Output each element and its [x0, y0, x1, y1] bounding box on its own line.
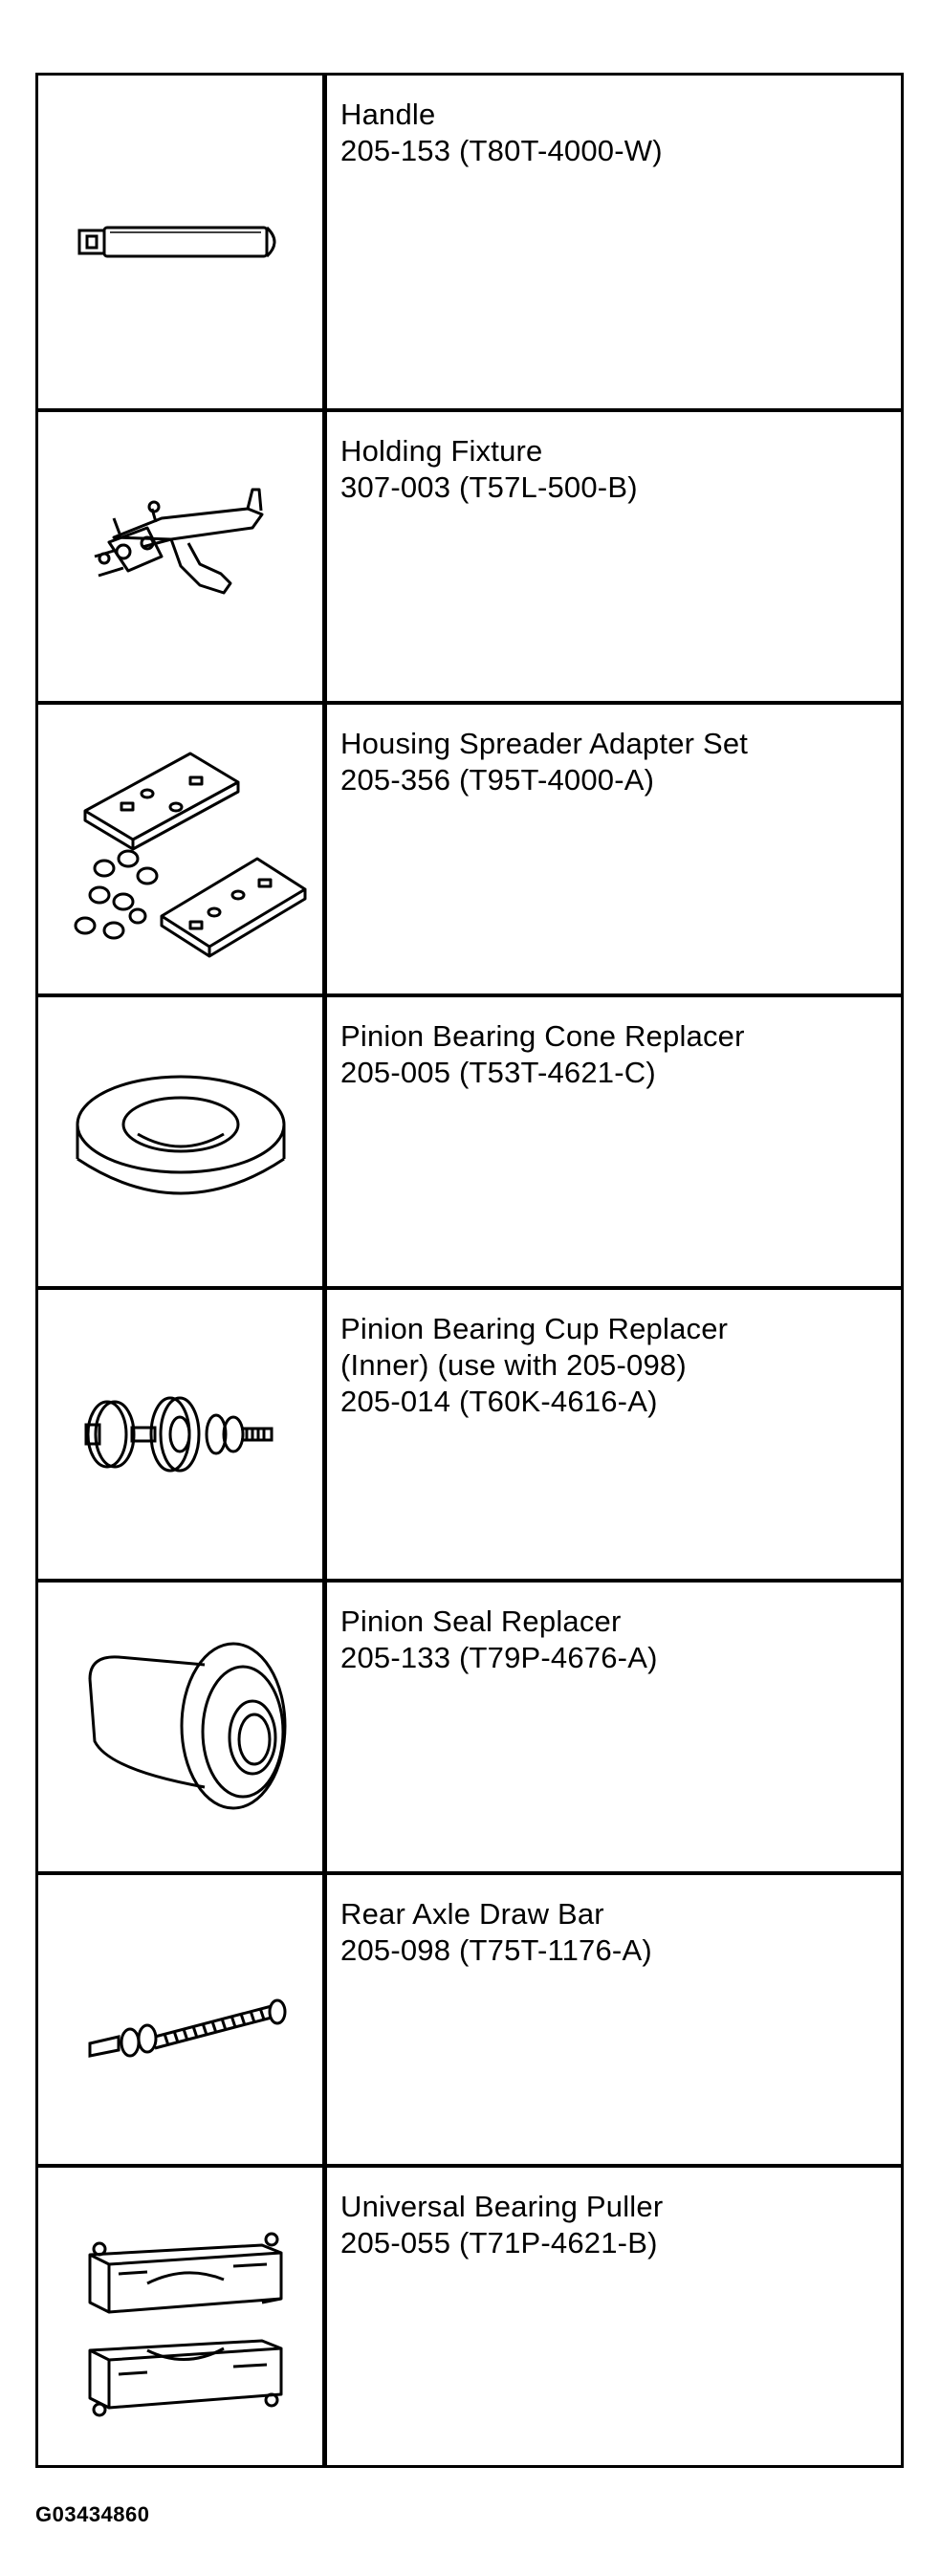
tool-description	[340, 1311, 891, 1420]
tool-number: 205-014 (T60K-4616-A)	[340, 1385, 658, 1418]
tool-number: 205-356 (T95T-4000-A)	[340, 763, 655, 797]
figure-id: G03434860	[35, 2502, 150, 2526]
tool-usage-note: (Inner) (use with 205-098)	[340, 1348, 687, 1382]
cone-replacer-icon	[38, 997, 322, 1286]
tool-number: 205-133 (T79P-4676-A)	[340, 1641, 658, 1674]
tool-number: 307-003 (T57L-500-B)	[340, 470, 638, 504]
tool-row-bearing-puller	[38, 2168, 901, 2465]
tool-number: 205-153 (T80T-4000-W)	[340, 134, 663, 167]
adapter-set-icon	[38, 705, 322, 993]
tool-row-draw-bar	[38, 1875, 901, 2168]
tool-row-cone-replacer	[38, 997, 901, 1290]
tool-description	[340, 433, 891, 506]
tool-description	[340, 2189, 891, 2261]
tool-row-seal-replacer	[38, 1583, 901, 1875]
tool-name: Pinion Seal Replacer	[340, 1605, 622, 1638]
holding-fixture-icon	[38, 412, 322, 701]
tool-description	[340, 1018, 891, 1091]
tool-description	[340, 1896, 891, 1969]
tool-description	[340, 97, 891, 169]
cup-replacer-icon	[38, 1290, 322, 1579]
tool-number: 205-055 (T71P-4621-B)	[340, 2226, 658, 2259]
tool-row-handle	[38, 76, 901, 412]
tool-name: Pinion Bearing Cup Replacer	[340, 1312, 729, 1345]
bearing-puller-icon	[38, 2168, 322, 2465]
tool-name: Holding Fixture	[340, 434, 543, 468]
tool-name: Housing Spreader Adapter Set	[340, 727, 749, 760]
tool-row-holding-fixture	[38, 412, 901, 705]
tool-name: Handle	[340, 98, 436, 131]
tool-name: Pinion Bearing Cone Replacer	[340, 1019, 745, 1053]
tool-name: Universal Bearing Puller	[340, 2190, 664, 2223]
tool-row-cup-replacer	[38, 1290, 901, 1583]
tool-row-adapter-set	[38, 705, 901, 997]
tool-description	[340, 1604, 891, 1676]
draw-bar-icon	[38, 1875, 322, 2164]
handle-icon	[38, 76, 322, 408]
tool-description	[340, 726, 891, 798]
special-tools-table	[35, 73, 904, 2468]
tool-number: 205-098 (T75T-1176-A)	[340, 1933, 652, 1967]
tool-name: Rear Axle Draw Bar	[340, 1897, 604, 1931]
tool-number: 205-005 (T53T-4621-C)	[340, 1056, 656, 1089]
seal-replacer-icon	[38, 1583, 322, 1871]
